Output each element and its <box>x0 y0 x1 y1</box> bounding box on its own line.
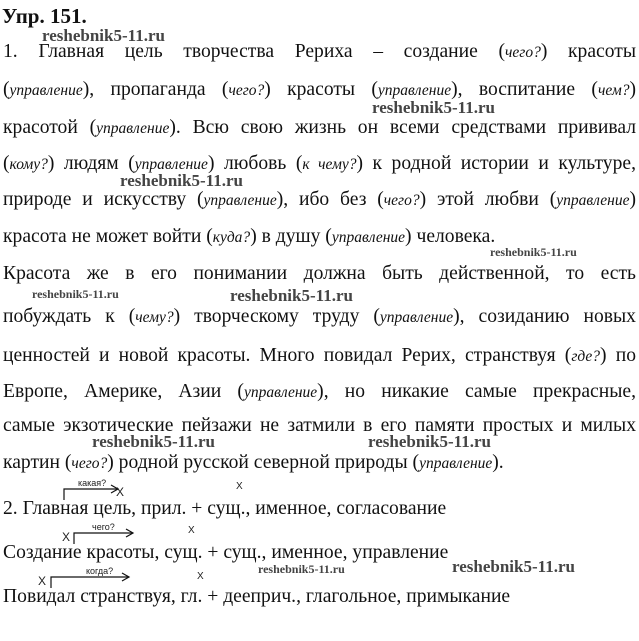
text-segment: ( <box>3 79 10 100</box>
text-segment: ), созиданию новых <box>453 306 636 327</box>
text-segment: ), но никакие самые прекрасные, <box>317 381 636 402</box>
watermark: reshebnik5-11.ru <box>120 171 243 190</box>
ending-mark-2: X <box>188 525 195 536</box>
text-segment: природе и искусству ( <box>3 189 204 210</box>
text-line <box>3 188 636 213</box>
text-segment: ) любовь ( <box>207 153 303 174</box>
main-word-mark-1: X <box>116 485 125 499</box>
question-label: управление <box>243 384 318 401</box>
exercise-title: Упр. 151. <box>2 4 87 28</box>
text-line <box>3 451 504 476</box>
text-line <box>3 344 636 369</box>
question-chego: чего? <box>92 522 115 532</box>
text-line <box>3 152 636 177</box>
text-segment: ), ибо без ( <box>276 189 384 210</box>
question-label: чего? <box>228 82 265 99</box>
question-label: управление <box>203 192 277 209</box>
text-segment: ). <box>492 452 504 473</box>
watermark: reshebnik5-11.ru <box>230 286 353 305</box>
question-kakaya: какая? <box>78 478 107 488</box>
watermark: reshebnik5-11.ru <box>452 557 575 576</box>
text-segment: побуждать к ( <box>3 306 136 327</box>
text-segment: красотой ( <box>3 117 97 138</box>
phrase-line-3: Повидал странствуя, гл. + дееприч., глагольное, примыкание <box>3 586 511 607</box>
text-segment: ценностей и новой красоты. Много повидал Рерих, странствуя ( <box>3 345 572 366</box>
text-segment: ) творческому труду ( <box>173 306 380 327</box>
question-label: где? <box>571 348 601 365</box>
text-line <box>3 305 636 330</box>
watermark: reshebnik5-11.ru <box>92 432 215 451</box>
main-word-mark-2: X <box>62 530 71 544</box>
text-segment: ( <box>3 153 10 174</box>
arrow-line-3 <box>0 0 1 1</box>
watermark: reshebnik5-11.ru <box>258 562 345 576</box>
text-segment: ) родной русской северной природы ( <box>107 452 420 473</box>
ending-mark-3: X <box>197 571 204 582</box>
text-segment: ) красоты <box>540 41 636 62</box>
text-segment: ) к родной истории и культуре, <box>356 153 636 174</box>
text-segment: ) человека. <box>405 226 496 247</box>
question-label: управление <box>134 156 208 173</box>
phrase-line-2: Создание красоты, сущ. + сущ., именное, управление <box>3 542 449 563</box>
question-label: управление <box>419 455 493 472</box>
question-label: к чему? <box>302 156 357 173</box>
text-segment: красота не может войти ( <box>3 226 213 247</box>
text-segment: Европе, Америке, Азии ( <box>3 381 244 402</box>
watermark: reshebnik5-11.ru <box>42 26 165 45</box>
text-segment: самые экзотические пейзажи не затмили в его памяти простых и милых <box>3 415 636 436</box>
text-segment: ) <box>629 79 636 100</box>
text-segment: ) этой любви ( <box>419 189 557 210</box>
text-line <box>3 78 636 103</box>
text-segment: картин ( <box>3 452 72 473</box>
text-segment: ) по <box>600 345 636 366</box>
main-word-mark-3: X <box>38 574 47 588</box>
text-line <box>3 116 636 141</box>
text-segment: 1. Главная цель творчества Рериха – создание ( <box>3 41 506 62</box>
text-line <box>3 225 495 250</box>
question-kogda: когда? <box>86 566 114 576</box>
question-label: управление <box>379 309 454 326</box>
watermark: reshebnik5-11.ru <box>368 432 491 451</box>
watermark: reshebnik5-11.ru <box>490 245 577 259</box>
text-segment: ). Всю свою жизнь он всеми средствами прививал <box>169 117 636 138</box>
question-label: управление <box>331 229 406 246</box>
text-segment: ) в душу ( <box>250 226 332 247</box>
ending-mark-1: X <box>236 481 243 492</box>
text-segment: ), воспитание ( <box>451 79 598 100</box>
question-label: чем? <box>597 82 630 99</box>
question-label: чего? <box>383 192 420 209</box>
question-label: чего? <box>71 455 108 472</box>
question-label: управление <box>556 192 630 209</box>
question-label: управление <box>96 120 170 137</box>
question-label: куда? <box>212 229 251 246</box>
phrase-line-1: 2. Главная цель, прил. + сущ., именное, согласование <box>3 498 447 519</box>
text-segment: ) <box>629 189 636 210</box>
text-line <box>3 262 636 286</box>
question-label: чему? <box>135 309 174 326</box>
text-segment: ), пропаганда ( <box>82 79 229 100</box>
text-line <box>3 380 636 405</box>
question-label: управление <box>377 82 452 99</box>
question-label: чего? <box>505 44 541 61</box>
question-label: управление <box>9 82 83 99</box>
watermark: reshebnik5-11.ru <box>32 287 119 301</box>
watermark: reshebnik5-11.ru <box>372 98 495 117</box>
text-segment: ) людям ( <box>47 153 135 174</box>
question-label: кому? <box>9 156 48 173</box>
text-segment: ) красоты ( <box>264 79 378 100</box>
text-segment: Красота же в его понимании должна быть действенной, то есть <box>3 263 636 284</box>
